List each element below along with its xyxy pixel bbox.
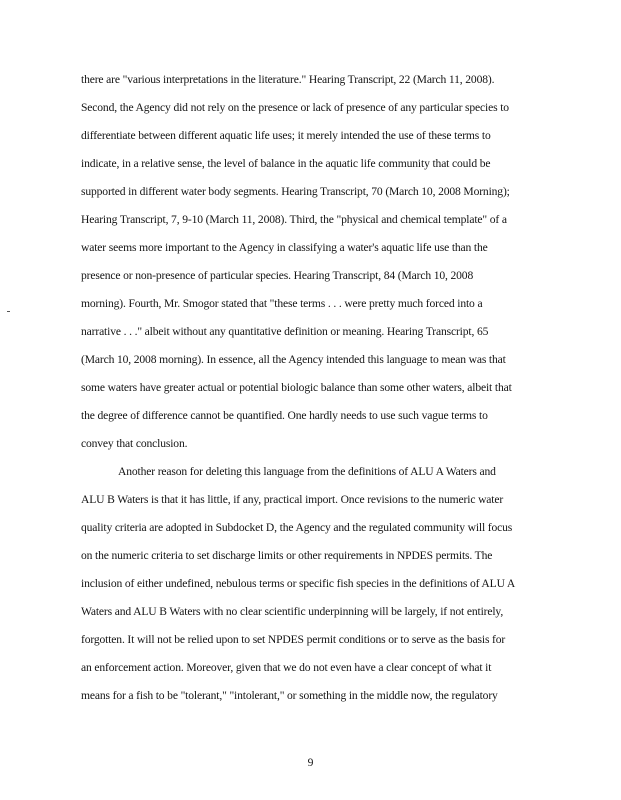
body-line: morning). Fourth, Mr. Smogor stated that "these terms . . . were pretty much forced into a — [81, 297, 483, 310]
paragraph-first-line: Another reason for deleting this language from the definitions of ALU A Waters and — [118, 465, 496, 478]
body-line: presence or non-presence of particular species. Hearing Transcript, 84 (March 10, 2008 — [81, 269, 474, 282]
body-line: some waters have greater actual or potential biologic balance than some other waters, albeit that — [81, 381, 512, 394]
body-line: narrative . . ." albeit without any quantitative definition or meaning. Hearing Transcript, 65 — [81, 325, 489, 338]
body-line: (March 10, 2008 morning). In essence, all the Agency intended this language to mean was that — [81, 353, 506, 366]
body-line: an enforcement action. Moreover, given that we do not even have a clear concept of what it — [81, 661, 492, 674]
body-line: convey that conclusion. — [81, 437, 188, 450]
body-line: Hearing Transcript, 7, 9-10 (March 11, 2008). Third, the "physical and chemical template" of a — [81, 213, 507, 226]
body-line: indicate, in a relative sense, the level of balance in the aquatic life community that could be — [81, 157, 491, 170]
body-line: the degree of difference cannot be quantified. One hardly needs to use such vague terms to — [81, 409, 488, 422]
body-line: there are "various interpretations in the literature." Hearing Transcript, 22 (March 11, 2008). — [81, 73, 495, 86]
body-line: supported in different water body segments. Hearing Transcript, 70 (March 10, 2008 Morning); — [81, 185, 510, 198]
margin-mark — [7, 311, 10, 312]
body-line: forgotten. It will not be relied upon to set NPDES permit conditions or to serve as the basis for — [81, 633, 506, 646]
page-number: 9 — [307, 756, 314, 769]
body-line: on the numeric criteria to set discharge limits or other requirements in NPDES permits. The — [81, 549, 493, 562]
body-line: Second, the Agency did not rely on the presence or lack of presence of any particular species to — [81, 101, 509, 114]
body-line: ALU B Waters is that it has little, if any, practical import. Once revisions to the numeric water — [81, 493, 504, 506]
body-line: means for a fish to be "tolerant," "intolerant," or something in the middle now, the regulatory — [81, 689, 498, 702]
body-line: Waters and ALU B Waters with no clear scientific underpinning will be largely, if not entirely, — [81, 605, 504, 618]
body-line: water seems more important to the Agency in classifying a water's aquatic life use than the — [81, 241, 488, 254]
body-line: differentiate between different aquatic life uses; it merely intended the use of these terms to — [81, 129, 491, 142]
body-line: inclusion of either undefined, nebulous terms or specific fish species in the definitions of ALU A — [81, 577, 516, 590]
body-line: quality criteria are adopted in Subdocket D, the Agency and the regulated community will focus — [81, 521, 513, 534]
